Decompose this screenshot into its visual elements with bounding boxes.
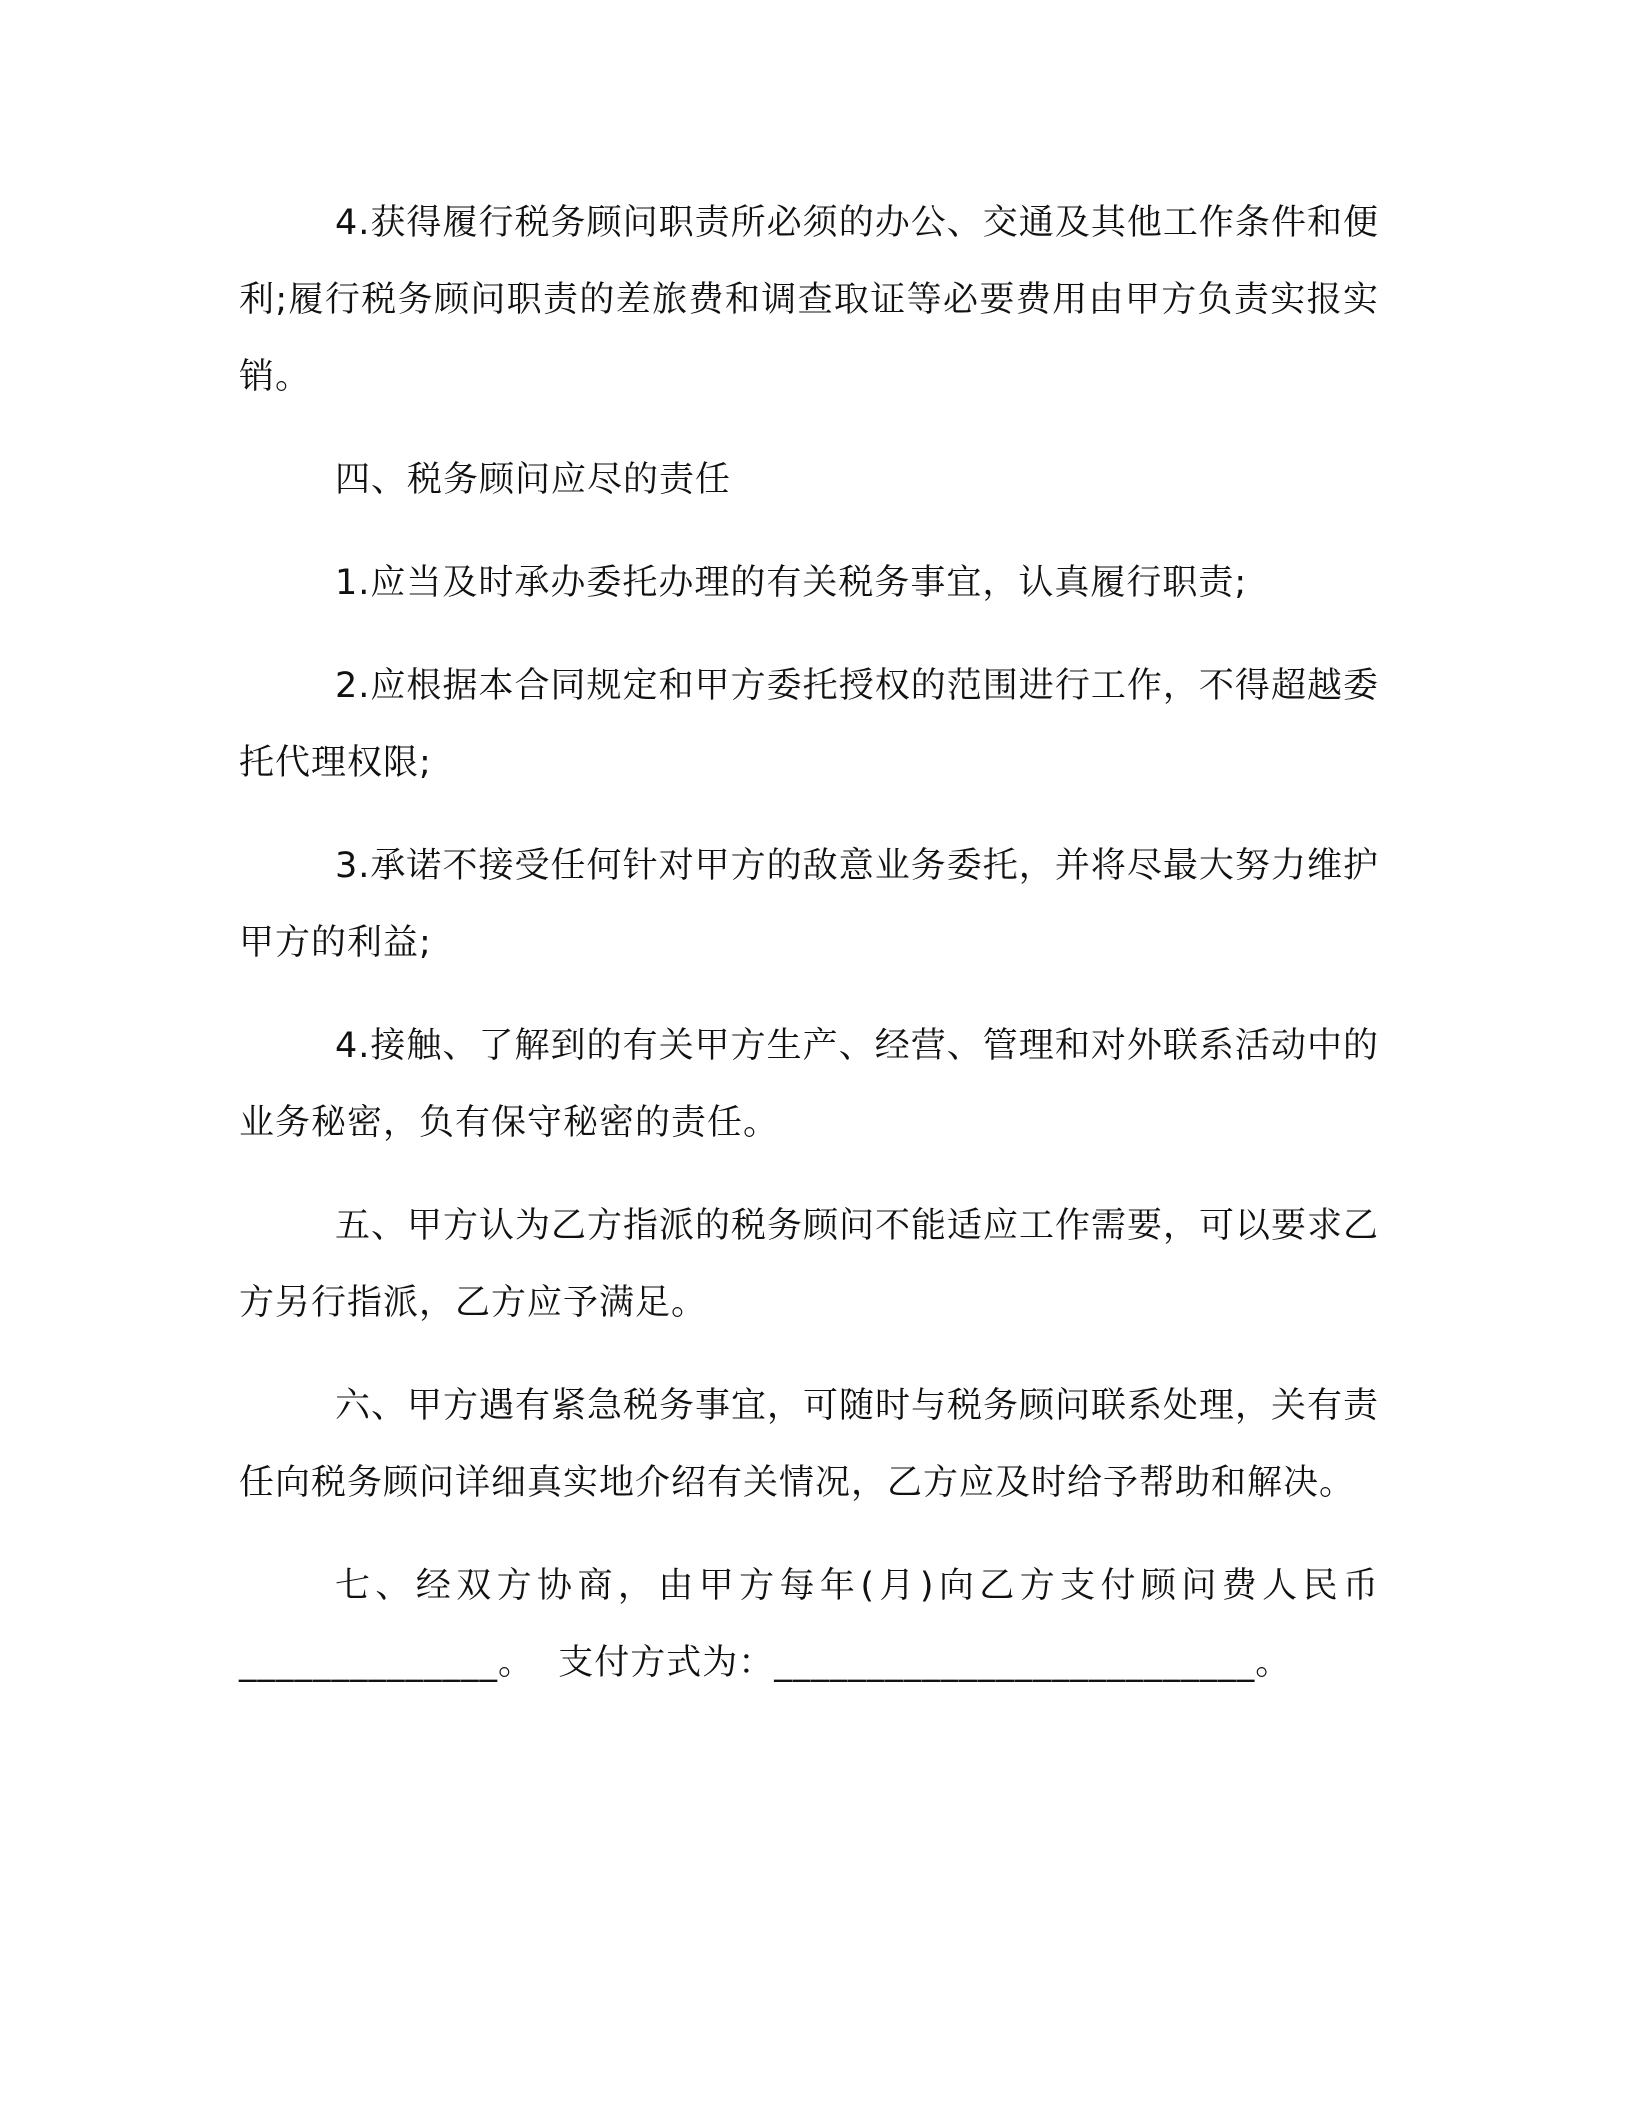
paragraph-duty-3: 3.承诺不接受任何针对甲方的敌意业务委托，并将尽最大努力维护甲方的利益; [239,846,1379,963]
paragraph-duty-4: 4.接触、了解到的有关甲方生产、经营、管理和对外联系活动中的业务秘密，负有保守秘密的责任。 [239,1026,1379,1143]
paragraph-obtain-conditions: 4.获得履行税务顾问职责所必须的办公、交通及其他工作条件和便利;履行税务顾问职责的差旅费和调查取证等必要费用由甲方负责实报实销。 [239,203,1379,397]
paragraph-duty-1: 1.应当及时承办委托办理的有关税务事宜，认真履行职责; [335,563,1248,603]
section-five: 五、甲方认为乙方指派的税务顾问不能适应工作需要，可以要求乙方另行指派，乙方应予满足。 [239,1206,1380,1323]
section-seven-payment: 七、经双方协商，由甲方每年(月)向乙方支付顾问费人民币______________。 支付方式为：__________________________。 [239,1566,1379,1683]
document-body [239,185,1379,1728]
paragraph-duty-2: 2.应根据本合同规定和甲方委托授权的范围进行工作，不得超越委托代理权限; [239,666,1379,783]
section-six: 六、甲方遇有紧急税务事宜，可随时与税务顾问联系处理，关有责任向税务顾问详细真实地介绍有关情况，乙方应及时给予帮助和解决。 [239,1386,1380,1503]
section-heading-consultant-duties: 四、税务顾问应尽的责任 [335,460,732,500]
